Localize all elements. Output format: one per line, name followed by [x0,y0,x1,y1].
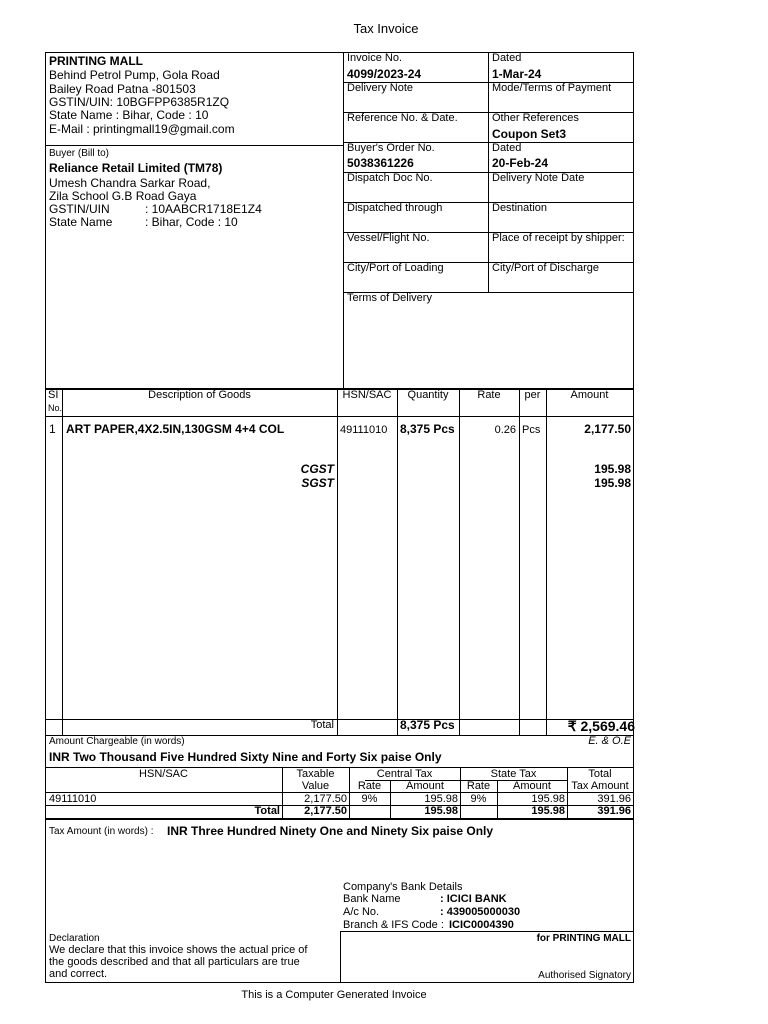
delivery-note-date-label: Delivery Note Date [492,172,585,184]
order-dated-label: Dated [492,142,522,154]
footer-note: This is a Computer Generated Invoice [241,989,427,1001]
tax-state-rate-header: Rate [466,780,491,792]
tax-total-taxable: 2,177.50 [304,805,347,817]
terms-delivery-label: Terms of Delivery [347,292,432,304]
amount-words-label: Amount Chargeable (in words) [49,736,185,747]
sgst-label: SGST [301,476,334,490]
tax-total-label: Total [254,805,280,817]
item-rate: 0.26 [494,424,516,436]
signature-for: for PRINTING MALL [536,933,631,944]
buyer-address-line-2: Zila School G.B Road Gaya [49,189,197,203]
dated-value: 1-Mar-24 [492,67,542,81]
tax-row-state-rate: 9% [470,793,487,805]
tax-row-hsn: 49111010 [49,793,97,805]
col-si-header: SI [48,389,59,401]
tax-state-amount-header: Amount [513,780,551,792]
tax-taxable-header-1: Taxable [296,768,335,780]
col-amount-header: Amount [570,389,609,401]
items-total-quantity: 8,375 Pcs [400,718,455,732]
declaration-line-3: and correct. [49,968,108,980]
reference-label: Reference No. & Date. [347,112,458,124]
col-hsn-header: HSN/SAC [342,389,392,401]
tax-row-total: 391.96 [597,793,631,805]
order-dated-value: 20-Feb-24 [492,156,549,170]
tax-words-label: Tax Amount (in words) : [49,826,154,837]
buyer-state-label: State Name [49,215,113,229]
col-per-header: per [524,389,541,401]
item-quantity: 8,375 Pcs [400,422,455,436]
bank-ac-label: A/c No. [343,906,380,918]
seller-address-line-1: Behind Petrol Pump, Gola Road [49,68,220,82]
signature-label: Authorised Signatory [538,970,631,981]
city-loading-label: City/Port of Loading [347,262,444,274]
buyer-gstin-label: GSTIN/UIN [49,202,110,216]
item-hsn: 49111010 [340,424,388,436]
seller-gstin: GSTIN/UIN: 10BGFPP6385R1ZQ [49,95,230,109]
col-rate-header: Rate [477,389,501,401]
tax-state-header: State Tax [490,768,537,780]
seller-state: State Name : Bihar, Code : 10 [49,108,209,122]
items-total-label: Total [310,719,334,731]
tax-central-amount-header: Amount [406,780,444,792]
seller-email: E-Mail : printingmall19@gmail.com [49,122,235,136]
tax-row-central-rate: 9% [361,793,378,805]
col-description-header: Description of Goods [148,389,251,401]
item-amount: 2,177.50 [584,422,631,436]
invoice-no-label: Invoice No. [347,52,403,64]
tax-total-central-amount: 195.98 [424,805,458,817]
buyer-name: Reliance Retail Limited (TM78) [49,161,223,175]
bank-ifs-value: ICIC0004390 [449,919,514,931]
dispatch-doc-label: Dispatch Doc No. [347,172,433,184]
place-receipt-label: Place of receipt by shipper: [492,232,625,244]
sgst-amount: 195.98 [594,476,631,490]
tax-row-taxable: 2,177.50 [304,793,347,805]
seller-name: PRINTING MALL [49,54,143,68]
tax-hsn-header: HSN/SAC [139,768,188,780]
col-quantity-header: Quantity [407,389,449,401]
buyers-order-value: 5038361226 [347,156,414,170]
declaration-line-1: We declare that this invoice shows the actual price of [49,944,308,956]
dated-label: Dated [492,52,522,64]
col-si-header-2: No. [48,403,63,413]
item-per: Pcs [522,424,541,436]
tax-total-state-amount: 195.98 [531,805,565,817]
buyer-state-value: : Bihar, Code : 10 [145,215,238,229]
cgst-label: CGST [300,462,334,476]
tax-central-header: Central Tax [376,768,433,780]
page-title: Tax Invoice [353,21,419,36]
city-discharge-label: City/Port of Discharge [492,262,599,274]
tax-total-total: 391.96 [597,805,631,817]
tax-central-rate-header: Rate [357,780,382,792]
declaration-label: Declaration [49,933,100,944]
tax-row-state-amount: 195.98 [531,793,565,805]
other-references-label: Other References [492,112,579,124]
tax-words-text: INR Three Hundred Ninety One and Ninety Six paise Only [167,824,494,838]
buyer-address-line-1: Umesh Chandra Sarkar Road, [49,176,211,190]
vessel-label: Vessel/Flight No. [347,232,430,244]
other-references-value: Coupon Set3 [492,127,566,141]
amount-words-text: INR Two Thousand Five Hundred Sixty Nine and Forty Six paise Only [49,750,442,764]
delivery-note-label: Delivery Note [347,82,414,94]
tax-taxable-header-2: Value [301,780,330,792]
invoice-no-value: 4099/2023-24 [347,67,422,81]
bank-name-value: : ICICI BANK [440,893,507,905]
bank-title: Company's Bank Details [343,881,463,893]
tax-total-header-2: Tax Amount [571,780,629,792]
item-description: ART PAPER,4X2.5IN,130GSM 4+4 COL [66,422,285,436]
buyer-gstin-value: : 10AABCR1718E1Z4 [145,202,262,216]
eoe-label: E. & O.E [588,735,631,747]
tax-total-header-1: Total [588,768,612,780]
item-si: 1 [49,422,56,436]
mode-terms-label: Mode/Terms of Payment [492,82,612,94]
declaration-line-2: the goods described and that all particulars are true [49,956,300,968]
dispatched-through-label: Dispatched through [347,202,443,214]
buyers-order-label: Buyer's Order No. [347,142,435,154]
bank-ac-value: : 439005000030 [440,906,521,918]
cgst-amount: 195.98 [594,462,631,476]
buyer-label: Buyer (Bill to) [49,148,110,159]
tax-row-central-amount: 195.98 [424,793,458,805]
destination-label: Destination [492,202,548,214]
seller-address-line-2: Bailey Road Patna -801503 [49,82,196,96]
items-total-amount: ₹ 2,569.46 [567,718,635,734]
bank-name-label: Bank Name [343,893,401,905]
bank-ifs-label: Branch & IFS Code : [343,919,444,931]
